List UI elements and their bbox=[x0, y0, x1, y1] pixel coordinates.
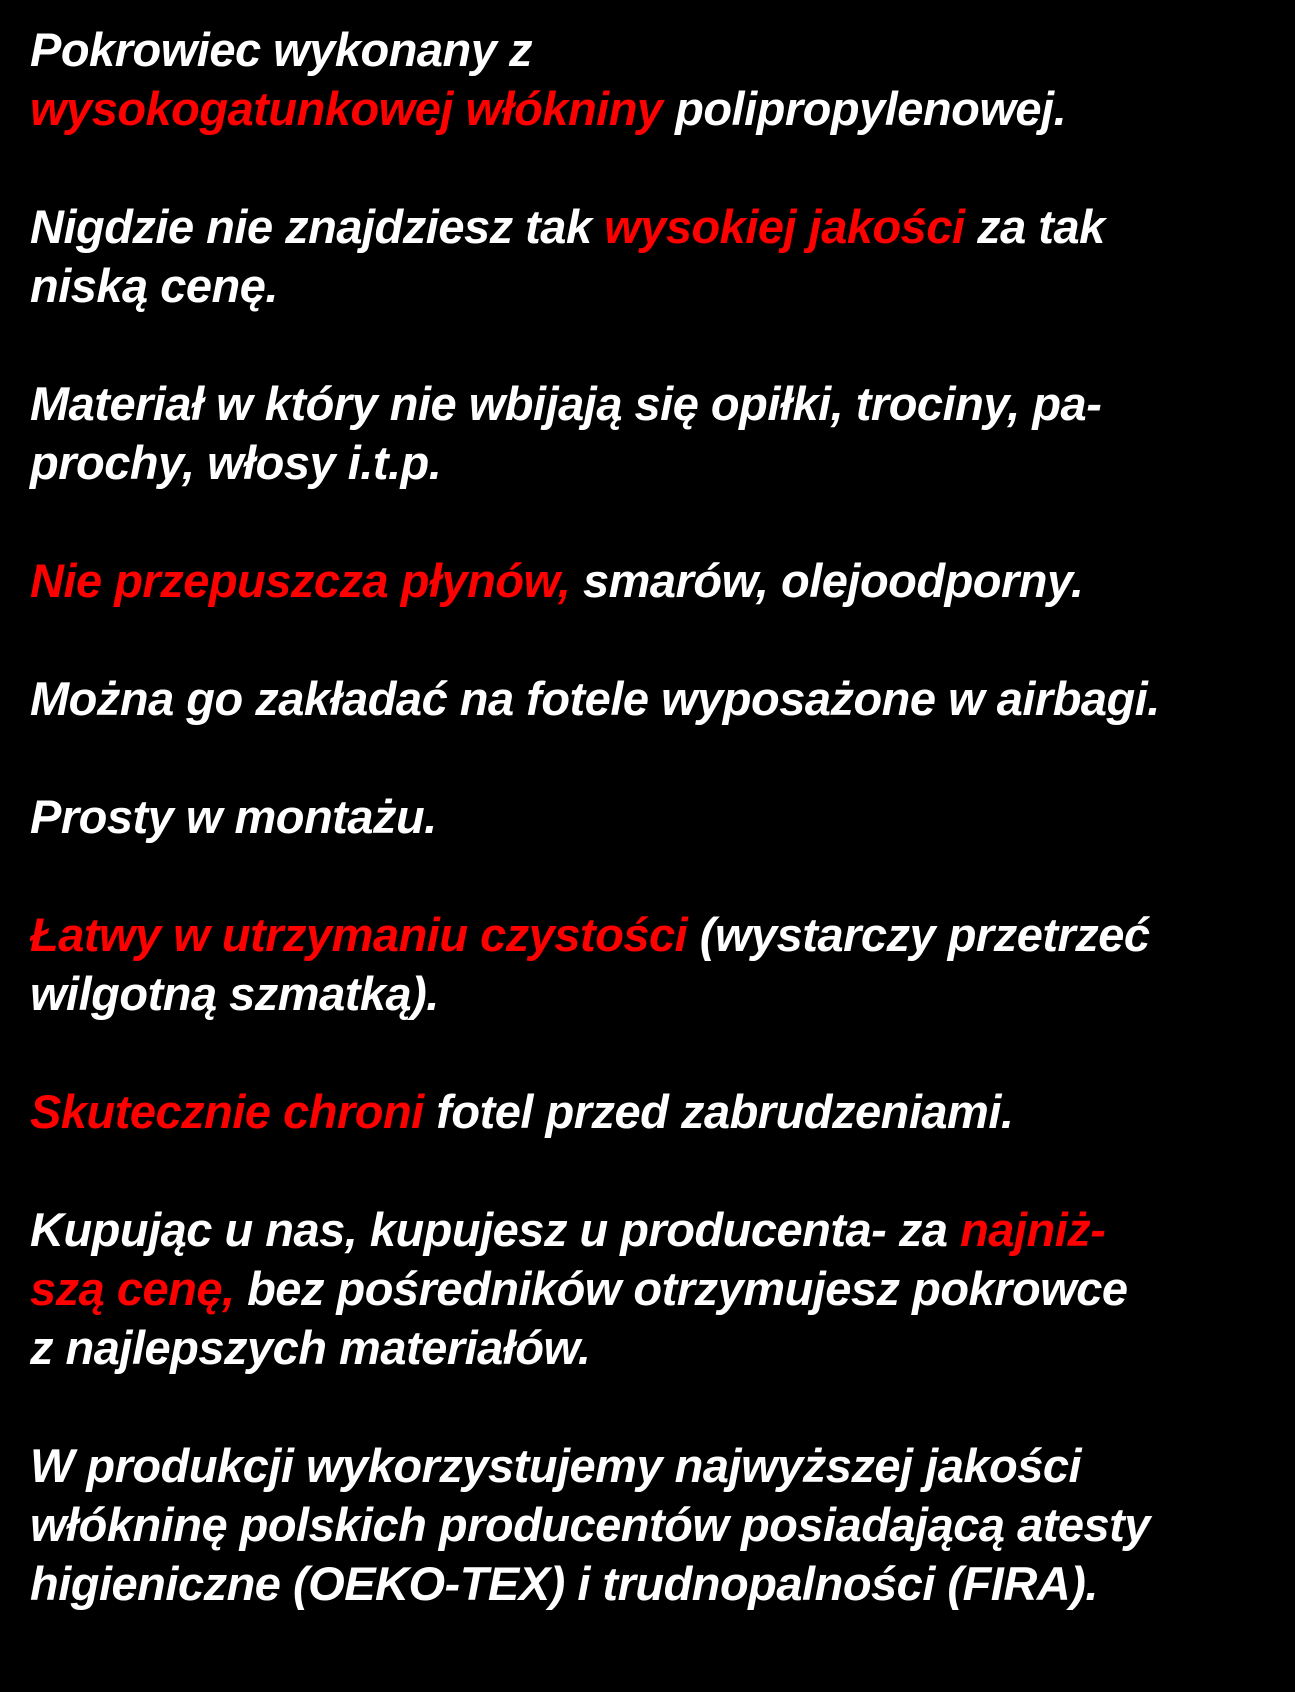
body-text: Pokrowiec wykonany z bbox=[30, 23, 532, 76]
paragraph bbox=[30, 20, 1267, 138]
body-text: Materiał w który nie wbijają się opiłki, trociny, pa- bbox=[30, 377, 1102, 430]
text-line bbox=[30, 20, 1267, 79]
body-text: bez pośredników otrzymujesz pokrowce bbox=[234, 1262, 1128, 1315]
text-line bbox=[30, 787, 1267, 846]
body-text: Kupując u nas, kupujesz u producenta- za bbox=[30, 1203, 961, 1256]
paragraph bbox=[30, 1436, 1267, 1613]
text-line bbox=[30, 1554, 1267, 1613]
text-line bbox=[30, 964, 1267, 1023]
paragraph bbox=[30, 1200, 1267, 1377]
body-text: higieniczne (OEKO-TEX) i trudnopalności (FIRA). bbox=[30, 1557, 1098, 1610]
body-text: niską cenę. bbox=[30, 259, 278, 312]
body-text: polipropylenowej. bbox=[662, 82, 1067, 135]
body-text: wilgotną szmatką). bbox=[30, 967, 439, 1020]
body-text: Prosty w montażu. bbox=[30, 790, 437, 843]
text-line bbox=[30, 905, 1267, 964]
paragraph bbox=[30, 1082, 1267, 1141]
body-text: za tak bbox=[964, 200, 1105, 253]
highlighted-text: najniż- bbox=[960, 1203, 1106, 1256]
paragraph bbox=[30, 374, 1267, 492]
highlighted-text: Łatwy w utrzymaniu czystości bbox=[30, 908, 688, 961]
body-text: (wystarczy przetrzeć bbox=[687, 908, 1150, 961]
paragraph bbox=[30, 905, 1267, 1023]
text-line bbox=[30, 256, 1267, 315]
text-line bbox=[30, 1082, 1267, 1141]
highlighted-text: wysokogatunkowej włókniny bbox=[30, 82, 663, 135]
text-line bbox=[30, 197, 1267, 256]
text-line bbox=[30, 1318, 1267, 1377]
text-line bbox=[30, 1436, 1267, 1495]
text-line bbox=[30, 433, 1267, 492]
body-text: włókninę polskich producentów posiadającą atesty bbox=[30, 1498, 1150, 1551]
highlighted-text: szą cenę, bbox=[30, 1262, 235, 1315]
body-text: smarów, olejoodporny. bbox=[570, 554, 1084, 607]
text-line bbox=[30, 1259, 1267, 1318]
paragraph bbox=[30, 787, 1267, 846]
body-text: prochy, włosy i.t.p. bbox=[30, 436, 442, 489]
text-line bbox=[30, 1495, 1267, 1554]
highlighted-text: Skutecznie chroni bbox=[30, 1085, 424, 1138]
body-text: Nigdzie nie znajdziesz tak bbox=[30, 200, 605, 253]
text-line bbox=[30, 669, 1267, 728]
paragraph bbox=[30, 551, 1267, 610]
paragraph bbox=[30, 197, 1267, 315]
paragraph bbox=[30, 669, 1267, 728]
body-text: W produkcji wykorzystujemy najwyższej jakości bbox=[30, 1439, 1082, 1492]
text-line bbox=[30, 1200, 1267, 1259]
body-text: z najlepszych materiałów. bbox=[30, 1321, 591, 1374]
text-line bbox=[30, 79, 1267, 138]
highlighted-text: wysokiej jakości bbox=[604, 200, 965, 253]
body-text: fotel przed zabrudzeniami. bbox=[423, 1085, 1014, 1138]
text-line bbox=[30, 374, 1267, 433]
text-line bbox=[30, 551, 1267, 610]
body-text: Można go zakładać na fotele wyposażone w airbagi. bbox=[30, 672, 1160, 725]
highlighted-text: Nie przepuszcza płynów, bbox=[30, 554, 571, 607]
